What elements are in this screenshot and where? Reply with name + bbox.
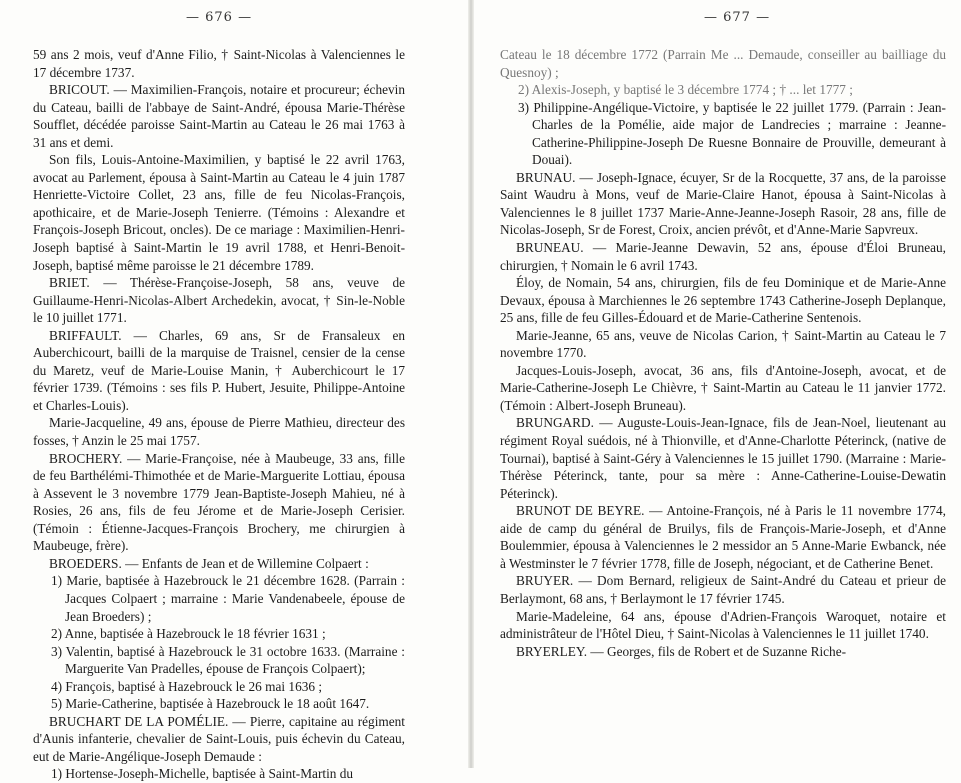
paragraph: Éloy, de Nomain, 54 ans, chirurgien, fils de feu Dominique et de Marie-Anne Devaux, épousa à Marchiennes le 26 septembre 1743 Catherine-Joseph Deplanque, 25 ans, fille de feu Gilles-Édouard et de Marie-Catherine Sentenois. <box>500 275 946 326</box>
entry-bricout: BRICOUT. — Maximilien-François, notaire et procureur; échevin du Cateau, bailli de l'abbaye de Saint-André, épousa Marie-Thérèse Soufflet, décédée paroisse Saint-Martin au Cateau le 26 mai 1763 à 31 ans et demi. <box>33 82 405 150</box>
entry-briffault: BRIFFAULT. — Charles, 69 ans, Sr de Fransaleux en Auberchicourt, bailli de la marquise de Traisnel, censier de la cense du Maretz, veuf de Marie-Louise Manin, † Auberchicourt le 17 février 1739. (Témoins : ses fils P. Hubert, Jesuite, Philippe-Antoine et Charles-Louis). <box>33 327 405 413</box>
list-item: 2) Anne, baptisée à Hazebrouck le 18 février 1631 ; <box>51 626 326 642</box>
paragraph: Jacques-Louis-Joseph, avocat, 36 ans, fils d'Antoine-Joseph, avocat, et de Marie-Catherine-Joseph Le Chièvre, † Saint-Martin au Cateau le 11 janvier 1772. (Témoin : Albert-Joseph Bruneau). <box>500 362 946 413</box>
paragraph: Son fils, Louis-Antoine-Maximilien, y baptisé le 22 avril 1763, avocat au Parlement, épousa à Saint-Martin au Cateau le 4 juin 1787 Henriette-Victoire Collet, 23 ans, fille de feu Nicolas-François, apothicaire, et de Marie-Joseph Tenierre. (Témoins : Alexandre et François-Joseph Bricout, oncles). De ce mariage : Maximilien-Henri-Joseph baptisé à Saint-Martin le 19 avril 1788, et Henri-Benoit-Joseph, baptisé même paroisse le 21 décembre 1789. <box>33 152 405 273</box>
paragraph: Cateau le 18 décembre 1772 (Parrain Me ... Demaude, conseiller au bailliage du Quesnoy) ; <box>500 47 946 80</box>
list-item: 5) Marie-Catherine, baptisée à Hazebrouck le 18 août 1647. <box>51 696 370 712</box>
list-item: 2) Alexis-Joseph, y baptisé le 3 décembre 1774 ; † ... let 1777 ; <box>518 82 853 98</box>
list-item: 1) Hortense-Joseph-Michelle, baptisée à Saint-Martin du <box>51 766 354 782</box>
left-page <box>0 0 470 782</box>
entry-brunot-de-beyre: BRUNOT DE BEYRE. — Antoine-François, né à Paris le 11 novembre 1774, aide de camp du général de Bruilys, fils de François-Marie-Joseph, et d'Anne Boulemmier, épousa à Valenciennes le 2 messidor an 5 Anne-Marie Ewbanck, née à Westminster le 7 février 1778, fille de Joseph, négociant, et de Catherine Benet. <box>500 503 946 571</box>
page-text <box>33 46 405 783</box>
list-item: 3) Valentin, baptisé à Hazebrouck le 31 octobre 1633. (Marraine : Marguerite Van Pradelles, épouse de François Colpaert); <box>51 643 405 677</box>
entry-bruyer: BRUYER. — Dom Bernard, religieux de Saint-André du Cateau et prieur de Berlaymont, 68 ans, † Berlaymont le 17 février 1745. <box>500 573 946 606</box>
paragraph: Marie-Jacqueline, 49 ans, épouse de Pierre Mathieu, directeur des fosses, † Anzin le 25 mai 1757. <box>33 415 405 449</box>
entry-broeders: BROEDERS. — Enfants de Jean et de Willemine Colpaert : <box>49 555 369 571</box>
entry-bruchart: BRUCHART DE LA POMÉLIE. — Pierre, capitaine au régiment d'Aunis infanterie, chevalier de Saint-Louis, puis échevin du Cateau, eut de Marie-Angélique-Joseph Demaude : <box>33 713 405 764</box>
page-number: — 676 — <box>186 10 253 25</box>
entry-briet: BRIET. — Thérèse-Françoise-Joseph, 58 ans, veuve de Guillaume-Henri-Nicolas-Albert Archedekin, avocat, † Sin-le-Noble le 10 juillet 1771. <box>33 275 405 326</box>
entry-brochery: BROCHERY. — Marie-Françoise, née à Maubeuge, 33 ans, fille de feu Barthélémi-Thimothée et de Marie-Marguerite Lottiau, épousa à Assevent le 3 novembre 1779 Jean-Baptiste-Joseph Mahieu, né à Rosies, 26 ans, fils de feu Jérome et de Marie-Joseph Cerisier. (Témoin : Étienne-Jacques-François Brochery, me chirurgien à Maubeuge, frère). <box>33 450 405 554</box>
paragraph: 59 ans 2 mois, veuf d'Anne Filio, † Saint-Nicolas à Valenciennes le 17 décembre 1737. <box>33 47 405 80</box>
page-text <box>500 46 946 660</box>
right-page <box>472 0 961 768</box>
paragraph: Marie-Madeleine, 64 ans, épouse d'Adrien-François Waroquet, notaire et administrâteur de l'Hôtel Dieu, † Saint-Nicolas à Valenciennes le 11 juillet 1740. <box>500 608 946 642</box>
entry-bryerley: BRYERLEY. — Georges, fils de Robert et de Suzanne Riche- <box>516 643 847 659</box>
page-number: — 677 — <box>704 10 771 25</box>
list-item: 1) Marie, baptisée à Hazebrouck le 21 décembre 1628. (Parrain : Jacques Colpaert ; marraine : Marie Vandenabeele, épouse de Jean Broeders) ; <box>51 573 405 624</box>
entry-bruneau: BRUNEAU. — Marie-Jeanne Dewavin, 52 ans, épouse d'Éloi Bruneau, chirurgien, † Nomain le 6 avril 1743. <box>500 240 946 273</box>
list-item: 4) François, baptisé à Hazebrouck le 26 mai 1636 ; <box>51 678 323 694</box>
entry-brungard: BRUNGARD. — Auguste-Louis-Jean-Ignace, fils de Jean-Noel, lieutenant au régiment Royal suédois, né à Thionville, et d'Anne-Charlotte Péterinck, (native de Tournai), baptisé à Saint-Géry à Valenciennes le 15 juillet 1790. (Marraine : Marie-Thérèse Péterinck, tante, pour sa mère : Anne-Catherine-Louise-Dewatin Péterinck). <box>500 415 946 501</box>
paragraph: Marie-Jeanne, 65 ans, veuve de Nicolas Carion, † Saint-Martin au Cateau le 7 novembre 1770. <box>500 327 946 361</box>
list-item: 3) Philippine-Angélique-Victoire, y baptisée le 22 juillet 1779. (Parrain : Jean-Charles de la Pomélie, aide major de Landrecies ; marraine : Jeanne-Catherine-Philippine-Joseph De Ruesne Bonnaire de Prouville, demeurant à Douai). <box>518 99 946 168</box>
entry-brunau: BRUNAU. — Joseph-Ignace, écuyer, Sr de la Rocquette, 37 ans, de la paroisse Saint Waudru à Mons, veuf de Marie-Claire Hanot, épousa à Saint-Nicolas à Valenciennes le 8 juillet 1737 Marie-Anne-Jeanne-Joseph Rasoir, 28 ans, fille de Nicolas-Joseph, Sr de Forest, Croix, ancien prévôt, et d'Anne-Marie Sapvreux. <box>500 169 946 238</box>
